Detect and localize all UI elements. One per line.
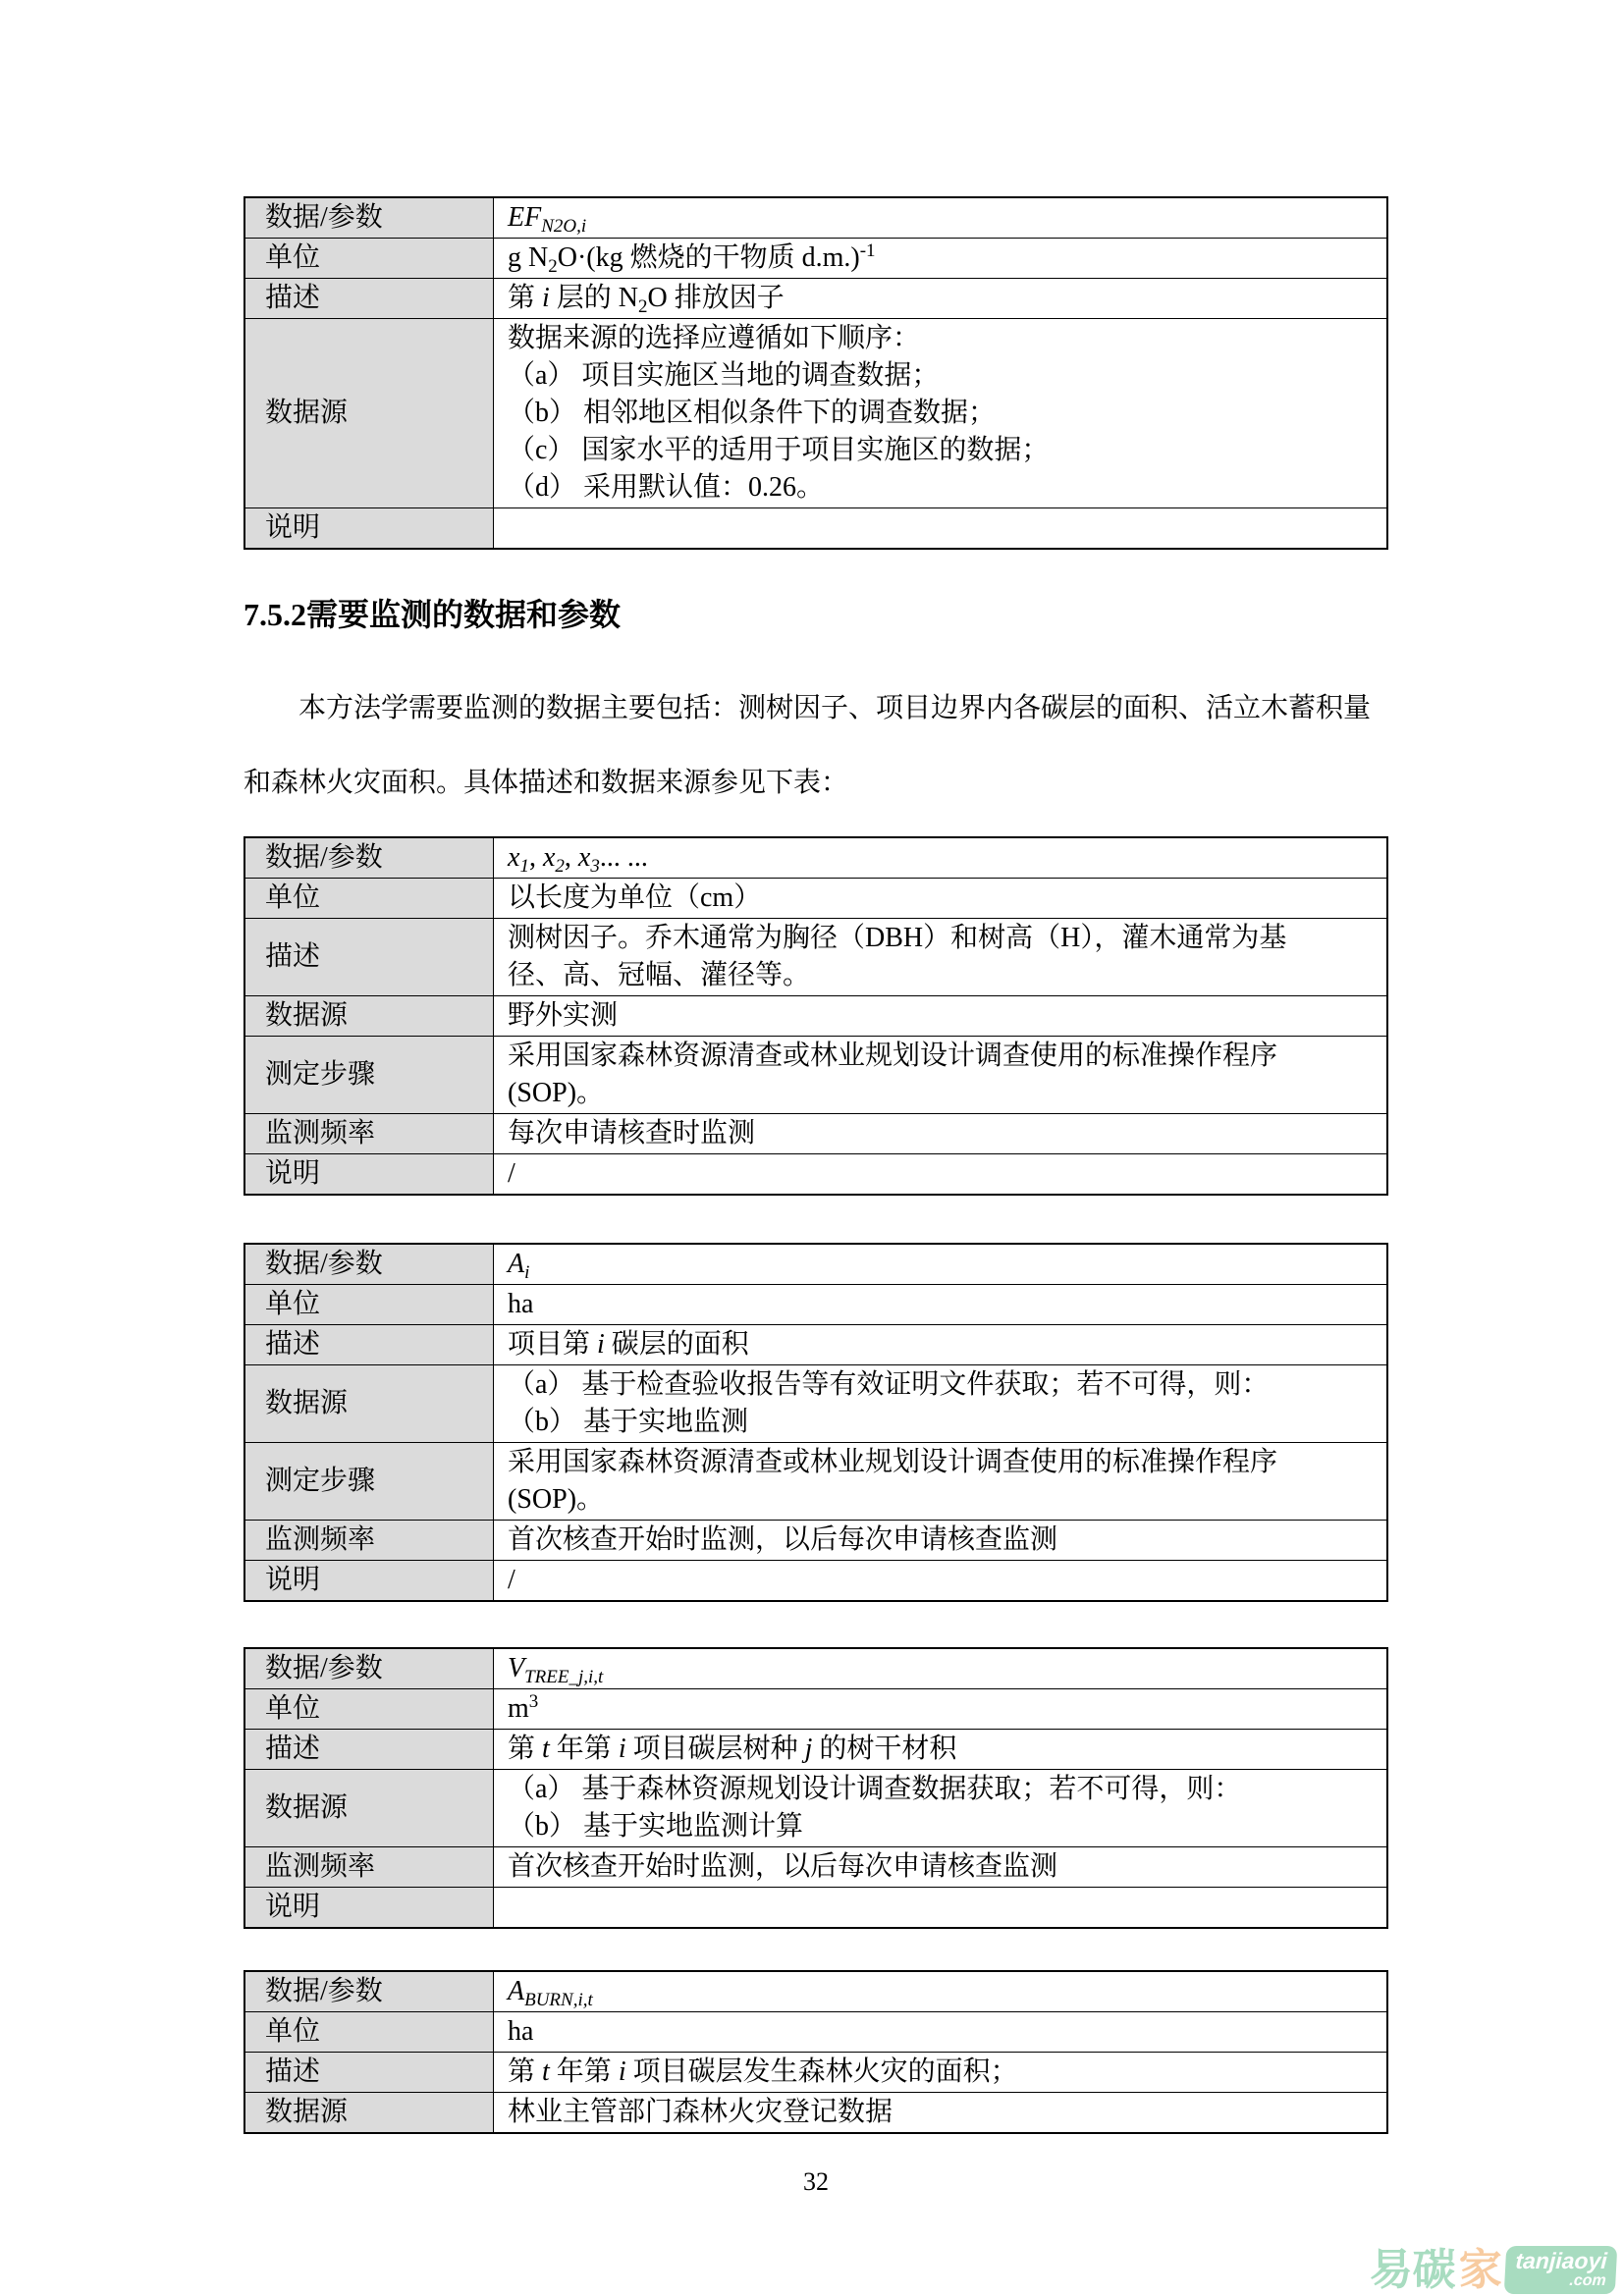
parameter-table-aburn <box>244 1970 1388 2134</box>
row-label: 数据/参数 <box>245 198 494 238</box>
text-segment: x <box>542 842 556 873</box>
text-segment: 3 <box>528 1691 539 1712</box>
row-label: 数据/参数 <box>245 838 494 878</box>
text-segment: （b） 基于实地监测计算 <box>508 1811 804 1842</box>
table-row <box>245 1364 1386 1442</box>
table-row <box>245 2092 1386 2132</box>
row-value-line <box>508 1771 1373 1808</box>
text-segment: BURN,i,t <box>524 1990 593 2010</box>
parameter-table-vtree <box>244 1647 1388 1929</box>
row-value-line <box>508 1808 1373 1845</box>
page-number: 32 <box>803 2167 829 2196</box>
row-label: 数据源 <box>245 1770 494 1846</box>
text-segment: （a） 项目实施区当地的调查数据； <box>508 360 940 391</box>
row-value <box>494 319 1386 507</box>
text-segment: O·(kg 燃烧的干物质 d.m.) <box>557 242 860 273</box>
text-segment: (SOP)。 <box>508 1078 605 1108</box>
text-segment: 首次核查开始时监测，以后每次申请核查监测 <box>508 1524 1058 1555</box>
row-value <box>494 1521 1386 1560</box>
row-value-line <box>508 1075 1373 1112</box>
row-value <box>494 1730 1386 1769</box>
watermark-badge-line1: tanjiaoyi <box>1514 2248 1608 2273</box>
text-segment: 测树因子。乔木通常为胸径（DBH）和树高（H），灌木通常为基 <box>508 923 1287 953</box>
row-value-line <box>508 1481 1373 1519</box>
text-segment: （b） 基于实地监测 <box>508 1407 749 1437</box>
text-segment: 项目碳层树种 <box>625 1734 805 1764</box>
watermark-logo <box>1370 2246 1616 2294</box>
row-value-line <box>508 357 1373 395</box>
row-value-line <box>508 280 1373 317</box>
row-label: 监测频率 <box>245 1114 494 1153</box>
text-segment: V <box>508 1653 525 1683</box>
text-segment: m <box>508 1693 529 1724</box>
row-label: 说明 <box>245 1561 494 1600</box>
table-row <box>245 1769 1386 1846</box>
text-segment: N2O,i <box>541 216 587 237</box>
row-label: 描述 <box>245 1325 494 1364</box>
parameter-table-area-ai <box>244 1243 1388 1602</box>
row-value-line <box>508 395 1373 432</box>
row-value <box>494 1325 1386 1364</box>
row-label: 数据/参数 <box>245 1245 494 1284</box>
row-value-line <box>508 1650 1373 1687</box>
text-segment: x <box>508 842 520 873</box>
text-segment: ha <box>508 2016 534 2047</box>
text-segment: 每次申请核查时监测 <box>508 1118 756 1148</box>
row-label: 单位 <box>245 239 494 278</box>
text-segment: （d） 采用默认值：0.26。 <box>508 472 825 503</box>
row-label: 数据/参数 <box>245 1649 494 1688</box>
row-value-line <box>508 1326 1373 1363</box>
text-segment: i <box>542 283 550 313</box>
table-row <box>245 198 1386 238</box>
text-segment: 2 <box>638 296 648 317</box>
table-row <box>245 1972 1386 2011</box>
text-segment: A <box>508 1249 525 1279</box>
text-segment: 第 <box>508 1734 543 1764</box>
text-segment: 的树干材积 <box>812 1734 957 1764</box>
text-segment: （a） 基于森林资源规划设计调查数据获取；若不可得，则： <box>508 1774 1242 1804</box>
row-value <box>494 279 1386 318</box>
row-value <box>494 838 1386 878</box>
row-value <box>494 1285 1386 1324</box>
row-value-line <box>508 1731 1373 1768</box>
text-segment: t <box>542 2056 550 2087</box>
row-value-line <box>508 1444 1373 1481</box>
table-row <box>245 1442 1386 1520</box>
text-segment: 2 <box>555 856 565 877</box>
row-value <box>494 1689 1386 1729</box>
table-row <box>245 1887 1386 1927</box>
table-row <box>245 1560 1386 1600</box>
table-row <box>245 1729 1386 1769</box>
row-label: 说明 <box>245 508 494 548</box>
row-value-line <box>508 997 1373 1035</box>
text-segment: （c） 国家水平的适用于项目实施区的数据； <box>508 435 1050 465</box>
row-label: 单位 <box>245 2012 494 2052</box>
text-segment: 采用国家森林资源清查或林业规划设计调查使用的标准操作程序 <box>508 1041 1278 1071</box>
row-value-line <box>508 240 1373 277</box>
text-segment: 层的 N <box>549 283 639 313</box>
row-value-line <box>508 469 1373 507</box>
row-value-line <box>508 1115 1373 1152</box>
row-value <box>494 1245 1386 1284</box>
table-row <box>245 2052 1386 2092</box>
table-row <box>245 1846 1386 1887</box>
row-label: 描述 <box>245 1730 494 1769</box>
row-value-line <box>508 432 1373 469</box>
row-value <box>494 239 1386 278</box>
row-value <box>494 1770 1386 1846</box>
watermark-badge <box>1503 2246 1617 2294</box>
row-label: 描述 <box>245 279 494 318</box>
row-value-line <box>508 1286 1373 1323</box>
watermark-text-green: 易碳 <box>1369 2245 1456 2294</box>
text-segment: / <box>508 1158 515 1189</box>
row-label: 测定步骤 <box>245 1037 494 1113</box>
row-label: 描述 <box>245 2053 494 2092</box>
row-value <box>494 508 1386 548</box>
text-segment: i <box>524 1262 530 1283</box>
table-row <box>245 1036 1386 1113</box>
text-segment: -1 <box>859 240 876 261</box>
watermark-badge-line2: .com <box>1568 2272 1606 2289</box>
table-row <box>245 1688 1386 1729</box>
row-value-line <box>508 1848 1373 1886</box>
row-value <box>494 919 1386 995</box>
table-row <box>245 1520 1386 1560</box>
table-row <box>245 1324 1386 1364</box>
row-label: 测定步骤 <box>245 1443 494 1520</box>
text-segment: 野外实测 <box>508 1000 619 1031</box>
text-segment: 1 <box>519 856 529 877</box>
text-segment: i <box>597 1329 605 1360</box>
text-segment: 径、高、冠幅、灌径等。 <box>508 960 811 990</box>
text-segment: 数据来源的选择应遵循如下顺序： <box>508 323 921 353</box>
text-segment: 林业主管部门森林火灾登记数据 <box>508 2097 893 2127</box>
row-value <box>494 1037 1386 1113</box>
row-value <box>494 1888 1386 1927</box>
table-row <box>245 318 1386 507</box>
text-segment: t <box>542 1734 550 1764</box>
text-segment: , <box>564 842 578 873</box>
row-label: 数据/参数 <box>245 1972 494 2011</box>
text-segment: 3 <box>590 856 600 877</box>
row-value-line <box>508 320 1373 357</box>
table-row <box>245 2011 1386 2052</box>
row-label: 单位 <box>245 1285 494 1324</box>
row-value-line <box>508 1522 1373 1559</box>
row-value <box>494 1365 1386 1442</box>
text-segment: i <box>618 1734 626 1764</box>
row-value-line <box>508 1404 1373 1441</box>
parameter-table-ef-n2o <box>244 196 1388 550</box>
table-row <box>245 1153 1386 1194</box>
table-row <box>245 278 1386 318</box>
row-value-line <box>508 839 1373 877</box>
row-value <box>494 1972 1386 2011</box>
text-segment: 碳层的面积 <box>604 1329 749 1360</box>
row-value <box>494 1443 1386 1520</box>
text-segment: （a） 基于检查验收报告等有效证明文件获取；若不可得，则： <box>508 1369 1270 1400</box>
row-value <box>494 198 1386 238</box>
row-label: 监测频率 <box>245 1847 494 1887</box>
row-value <box>494 2093 1386 2132</box>
text-segment: O 排放因子 <box>647 283 785 313</box>
text-segment: 首次核查开始时监测，以后每次申请核查监测 <box>508 1851 1058 1882</box>
row-label: 监测频率 <box>245 1521 494 1560</box>
text-segment: （b） 相邻地区相似条件下的调查数据； <box>508 398 997 428</box>
text-segment: TREE_j,i,t <box>524 1667 604 1687</box>
watermark-text-orange: 家 <box>1458 2245 1502 2294</box>
row-value-line <box>508 1038 1373 1075</box>
intro-paragraph: 本方法学需要监测的数据主要包括：测树因子、项目边界内各碳层的面积、活立木蓄积量和森林火灾面积。具体描述和数据来源参见下表： <box>244 693 1372 798</box>
row-value <box>494 879 1386 918</box>
text-segment: 项目碳层发生森林火灾的面积； <box>625 2056 1018 2087</box>
row-label: 单位 <box>245 879 494 918</box>
row-label: 数据源 <box>245 996 494 1036</box>
section-heading: 7.5.2需要监测的数据和参数 <box>244 597 622 632</box>
text-segment: ha <box>508 1289 534 1319</box>
row-value-line <box>508 920 1373 957</box>
text-segment: 2 <box>548 256 558 277</box>
text-segment: 年第 <box>549 1734 619 1764</box>
table-row <box>245 1284 1386 1324</box>
row-label: 数据源 <box>245 319 494 507</box>
row-value-line <box>508 1246 1373 1283</box>
row-value <box>494 2053 1386 2092</box>
row-value-line <box>508 1562 1373 1599</box>
row-value-line <box>508 1973 1373 2010</box>
table-row <box>245 1245 1386 1284</box>
row-value <box>494 1649 1386 1688</box>
row-value <box>494 996 1386 1036</box>
table-row <box>245 238 1386 278</box>
row-value <box>494 2012 1386 2052</box>
text-segment: g N <box>508 242 549 273</box>
table-row <box>245 995 1386 1036</box>
row-value-line <box>508 1690 1373 1728</box>
text-segment: ... ... <box>599 842 648 873</box>
table-row <box>245 1649 1386 1688</box>
text-segment: , <box>528 842 543 873</box>
text-segment: A <box>508 1976 525 2006</box>
row-value-line <box>508 2054 1373 2091</box>
row-value-line <box>508 957 1373 994</box>
row-label: 数据源 <box>245 2093 494 2132</box>
row-value-line <box>508 2094 1373 2131</box>
row-value-line <box>508 880 1373 917</box>
table-row <box>245 918 1386 995</box>
table-row <box>245 878 1386 918</box>
row-value-line <box>508 1155 1373 1193</box>
text-segment: x <box>577 842 591 873</box>
text-segment: EF <box>508 202 542 233</box>
row-value <box>494 1847 1386 1887</box>
row-value <box>494 1154 1386 1194</box>
row-value-line <box>508 199 1373 237</box>
text-segment: 采用国家森林资源清查或林业规划设计调查使用的标准操作程序 <box>508 1447 1278 1477</box>
row-value-line <box>508 1366 1373 1404</box>
table-row <box>245 507 1386 548</box>
row-label: 说明 <box>245 1888 494 1927</box>
row-label: 单位 <box>245 1689 494 1729</box>
row-value-line <box>508 2013 1373 2051</box>
row-value <box>494 1114 1386 1153</box>
text-segment: j <box>804 1734 813 1764</box>
parameter-table-tree-factors <box>244 836 1388 1196</box>
text-segment: 项目第 <box>508 1329 598 1360</box>
row-label: 描述 <box>245 919 494 995</box>
text-segment: 以长度为单位（cm） <box>508 882 762 913</box>
row-label: 说明 <box>245 1154 494 1194</box>
text-segment: / <box>508 1565 515 1595</box>
text-segment: i <box>618 2056 626 2087</box>
table-row <box>245 838 1386 878</box>
text-segment: 年第 <box>549 2056 619 2087</box>
text-segment: (SOP)。 <box>508 1484 605 1515</box>
row-value <box>494 1561 1386 1600</box>
table-row <box>245 1113 1386 1153</box>
row-label: 数据源 <box>245 1365 494 1442</box>
text-segment: 第 <box>508 283 543 313</box>
text-segment: 第 <box>508 2056 543 2087</box>
page-content <box>244 0 1388 2197</box>
